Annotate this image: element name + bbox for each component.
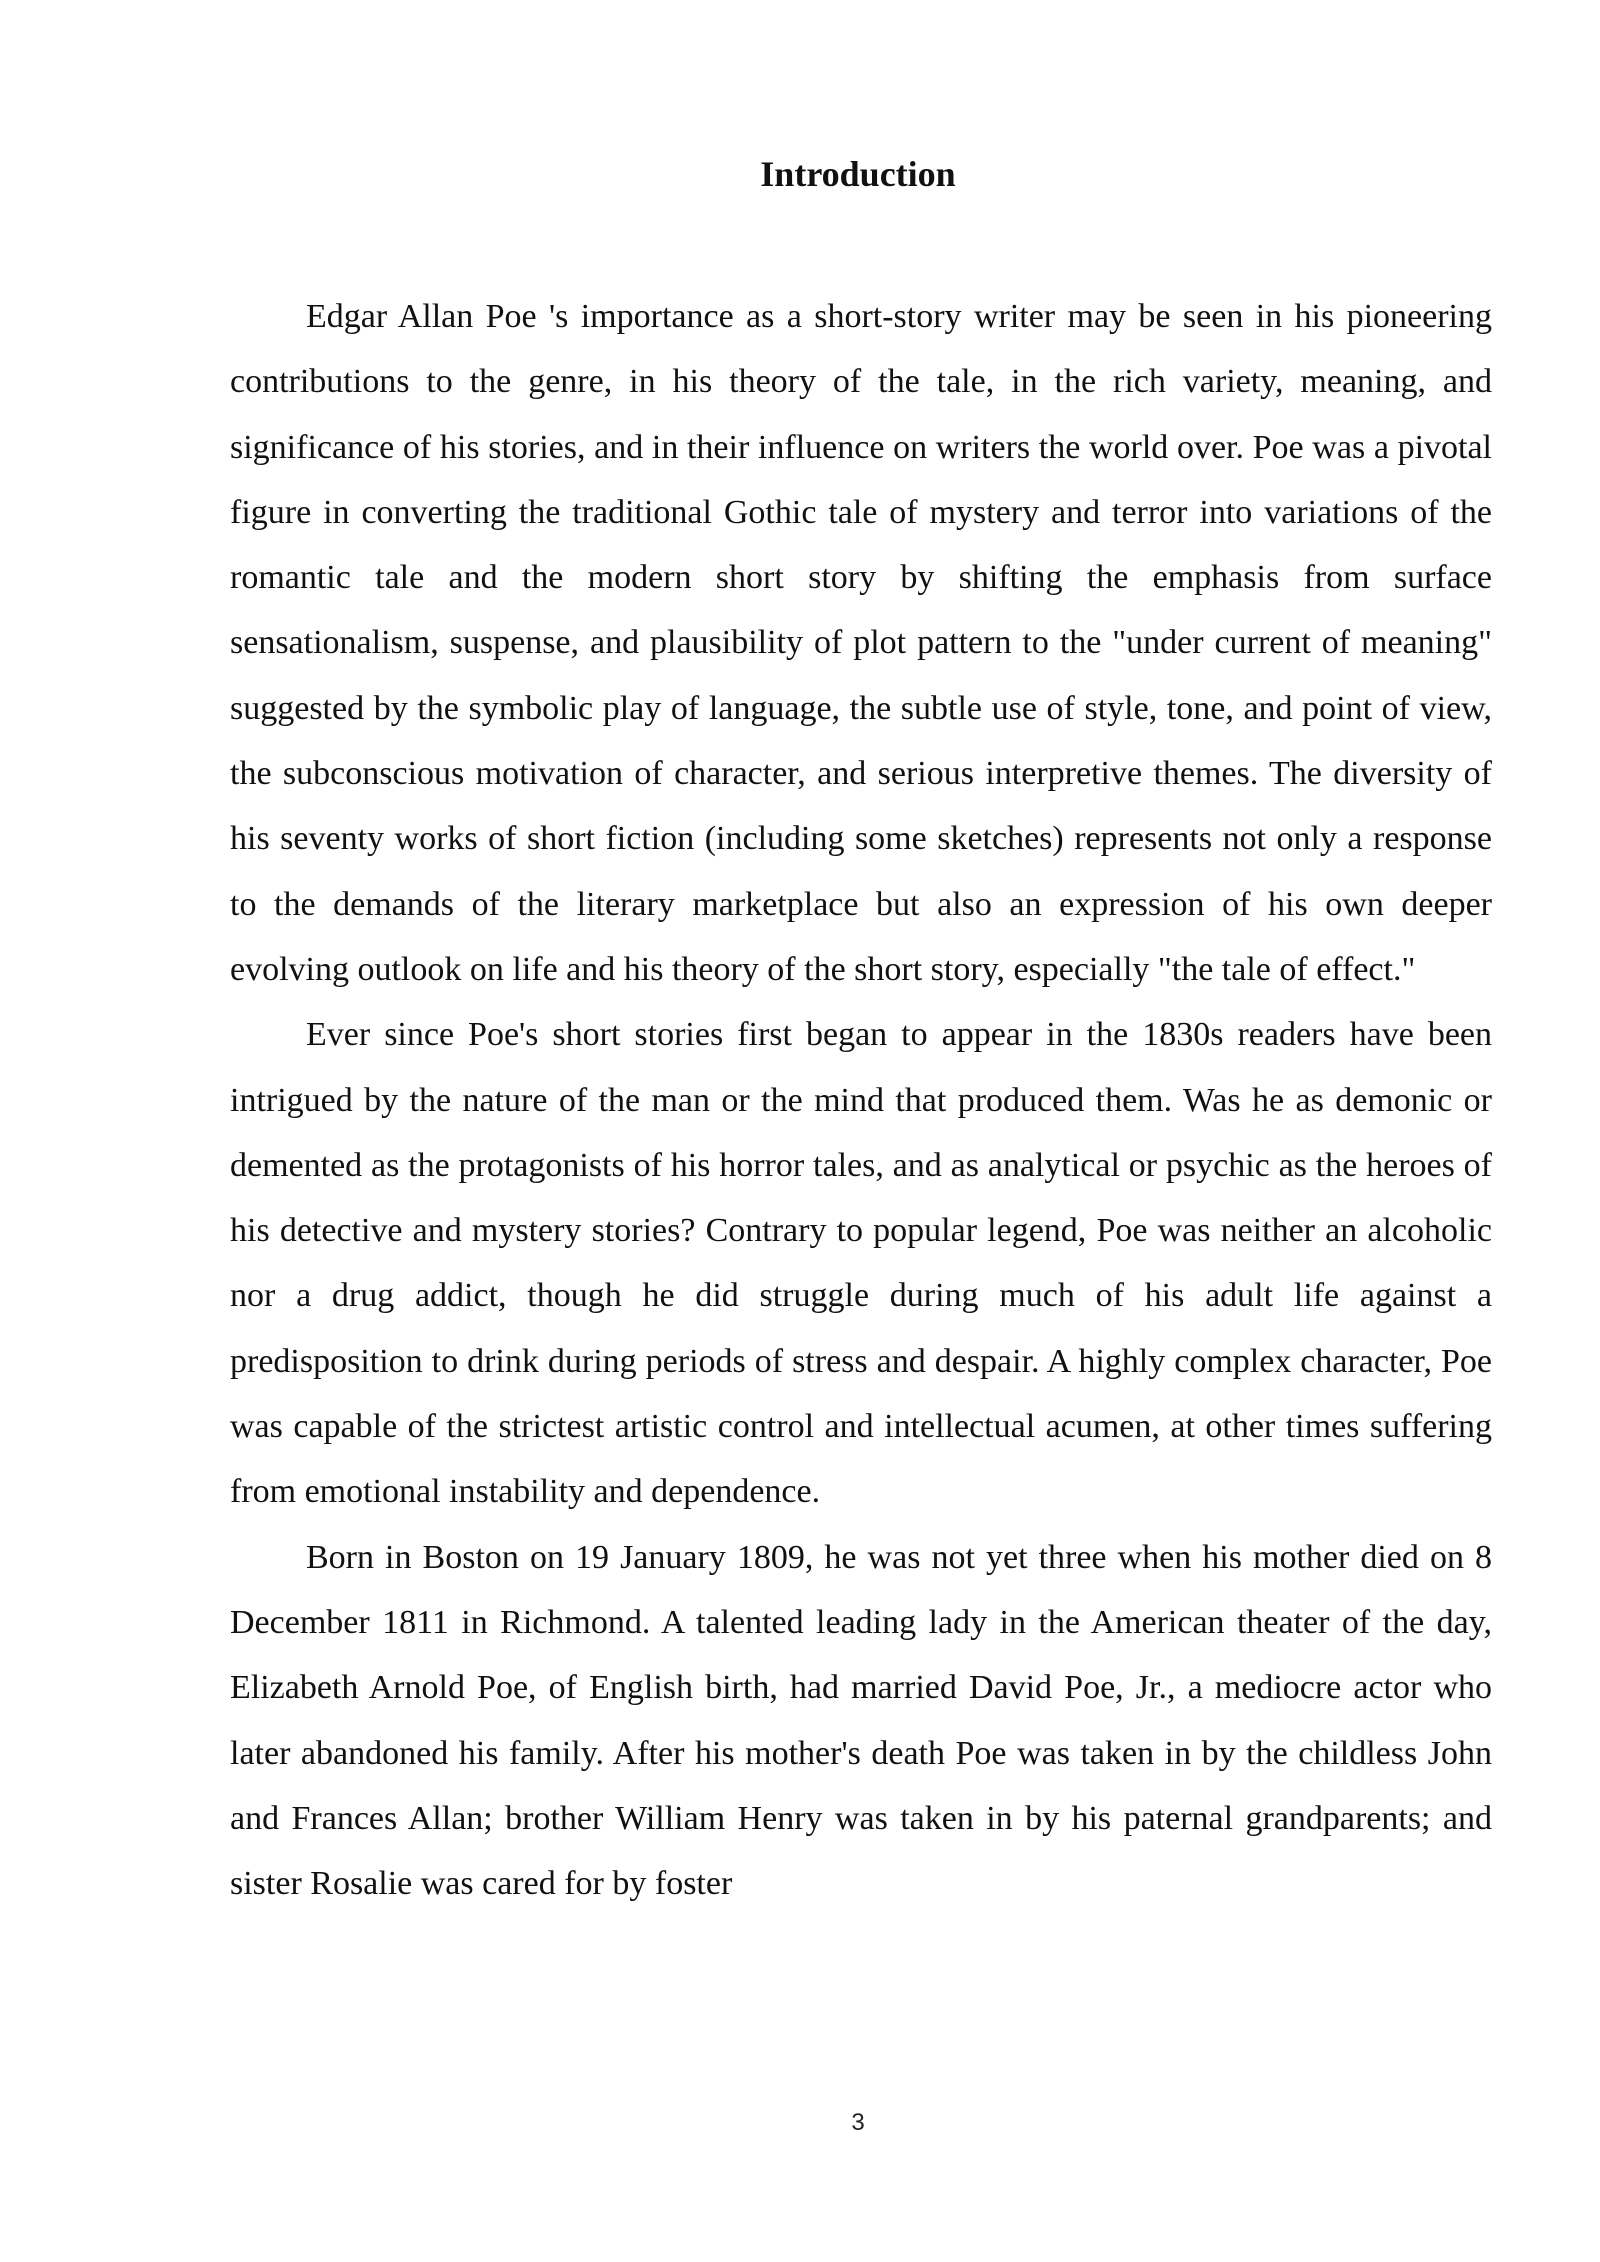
page-number: 3 xyxy=(851,2109,865,2136)
paragraph-2: Ever since Poe's short stories first began to appear in the 1830s readers have been intrigued by the nature of the man or the mind that produced them. Was he as demonic or demented as the protagonists of his horror tales, and as analytical or psychic as the heroes of his detective and mystery stories? Contrary to popular legend, Poe was neither an alcoholic nor a drug addict, though he did struggle during much of his adult life against a predisposition to drink during periods of stress and despair. A highly complex character, Poe was capable of the strictest artistic control and intellectual acumen, at other times suffering from emotional instability and dependence. xyxy=(230,1016,1492,1511)
page-title: Introduction xyxy=(760,154,956,194)
paragraph-3: Born in Boston on 19 January 1809, he was not yet three when his mother died on 8 December 1811 in Richmond. A talented leading lady in the American theater of the day, Elizabeth Arnold Poe, of English birth, had married David Poe, Jr., a mediocre actor who later abandoned his family. After his mother's death Poe was taken in by the childless John and Frances Allan; brother William Henry was taken in by his paternal grandparents; and sister Rosalie was cared for by foster xyxy=(230,1538,1492,1903)
paragraph-1: Edgar Allan Poe 's importance as a short-story writer may be seen in his pioneering contributions to the genre, in his theory of the tale, in the rich variety, meaning, and significance of his stories, and in their influence on writers the world over. Poe was a pivotal figure in converting the traditional Gothic tale of mystery and terror into variations of the romantic tale and the modern short story by shifting the emphasis from surface sensationalism, suspense, and plausibility of plot pattern to the "under current of meaning" suggested by the symbolic play of language, the subtle use of style, tone, and point of view, the subconscious motivation of character, and serious interpretive themes. The diversity of his seventy works of short fiction (including some sketches) represents not only a response to the demands of the literary marketplace but also an expression of his own deeper evolving outlook on life and his theory of the short story, especially "the tale of effect." xyxy=(230,298,1492,988)
body-text xyxy=(230,284,1492,1916)
